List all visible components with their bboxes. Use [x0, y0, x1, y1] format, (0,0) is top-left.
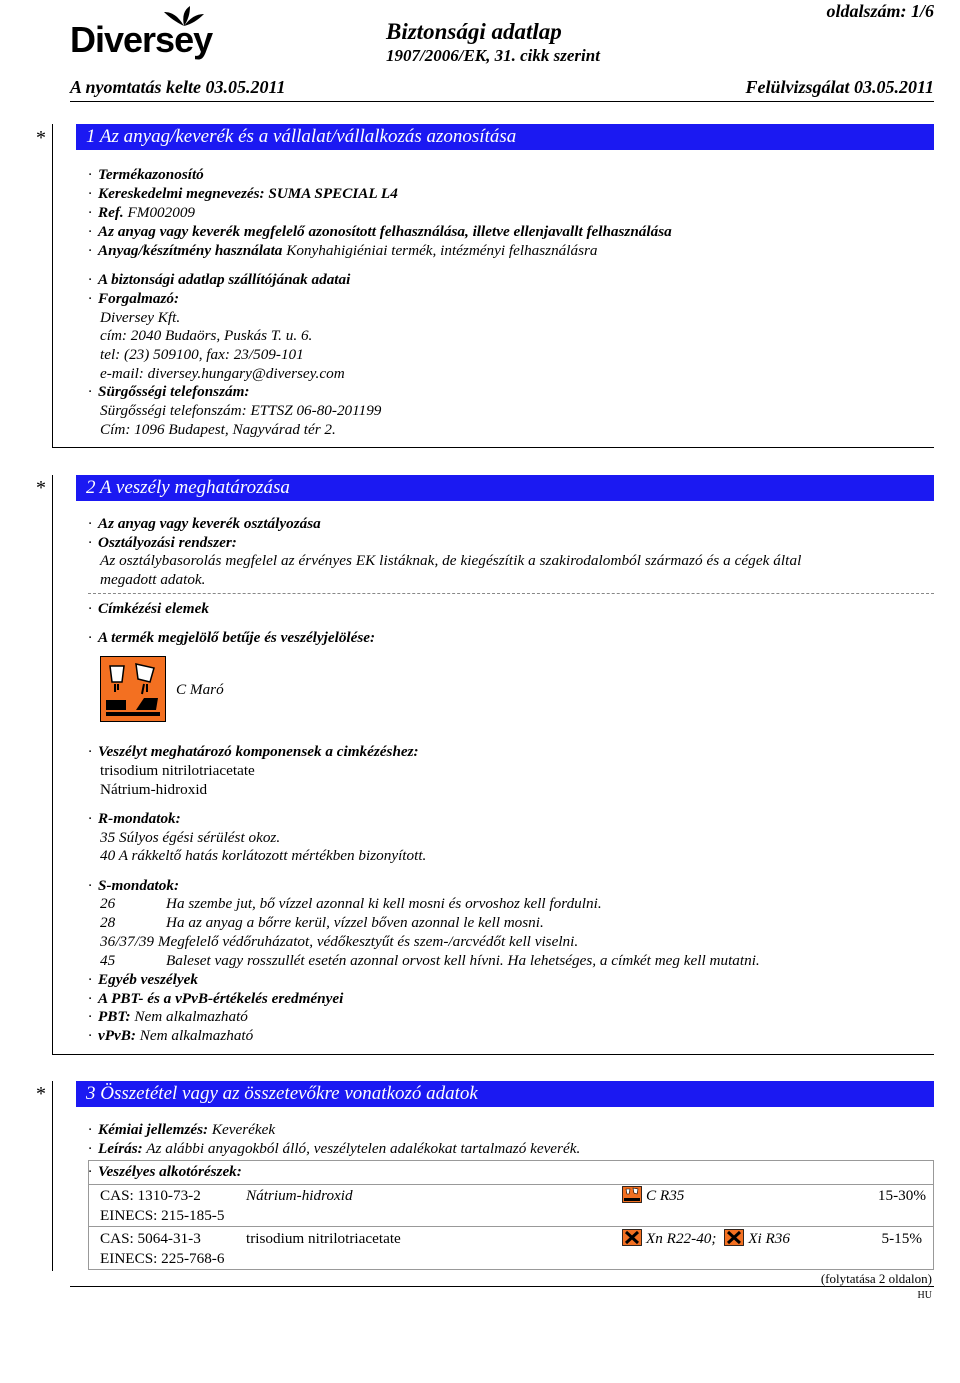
product-identifier: · Termékazonosító [88, 166, 204, 183]
supplier-address: cím: 2040 Budaörs, Puskás T. u. 6. [100, 327, 313, 344]
table-row-name: trisodium nitrilotriacetate [246, 1230, 401, 1247]
supplier-name: Diversey Kft. [100, 309, 181, 326]
document-subtitle: 1907/2006/EK, 31. cikk szerint [386, 46, 600, 65]
table-row-percent: 15-30% [877, 1187, 926, 1204]
classification-text: Az osztálybasorolás megfelel az érvényes EK listáknak, de kiegészítik a szakirodalomból származó és a cégek által [100, 552, 802, 569]
emergency-address: Cím: 1096 Budapest, Nagyvárad tér 2. [100, 421, 336, 438]
s-phrase: 36/37/39 Megfelelő védőruházatot, védőkesztyűt és szem-/arcvédőt kell viselni. [100, 933, 579, 950]
other-hazards: · Egyéb veszélyek [88, 971, 198, 988]
supplier-details: · A biztonsági adatlap szállítójának adatai [88, 271, 351, 288]
footer-divider [70, 1286, 934, 1287]
table-row-einecs: EINECS: 225-768-6 [100, 1250, 225, 1267]
page-number: oldalszám: 1/6 [826, 1, 934, 21]
supplier-email: e-mail: diversey.hungary@diversey.com [100, 365, 345, 382]
dashed-divider [88, 593, 934, 594]
distributor-label: · Forgalmazó: [88, 290, 180, 307]
description: · Leírás: Az alábbi anyagokból álló, veszélytelen adalékokat tartalmazó keverék. [88, 1140, 581, 1157]
vpvb-value: · vPvB: Nem alkalmazható [88, 1027, 254, 1044]
r-phrase: 35 Súlyos égési sérülést okoz. [100, 829, 281, 846]
chemical-characterization: · Kémiai jellemzés: Keverékek [88, 1121, 276, 1138]
table-row-percent: 5-15% [881, 1230, 922, 1247]
component-item: trisodium nitrilotriacetate [100, 762, 255, 779]
hazardous-components-label: · Veszélyes alkotórészek: [88, 1163, 242, 1180]
emergency-phone: Sürgősségi telefonszám: ETTSZ 06-80-201199 [100, 402, 382, 419]
irritant-cross-icon [724, 1229, 744, 1246]
corrosive-hazard-icon [100, 656, 166, 722]
s-phrases-label: · S-mondatok: [88, 877, 180, 894]
product-use: · Anyag/készítmény használata Konyhahigiéniai termék, intézményi felhasználásra [88, 242, 598, 259]
classification-text-cont: megadott adatok. [100, 571, 206, 588]
classification-system-label: · Osztályozási rendszer: [88, 534, 237, 551]
table-row-class: C R35 [622, 1186, 684, 1206]
r-phrases-label: · R-mondatok: [88, 810, 181, 827]
harmful-cross-icon [622, 1229, 642, 1246]
identified-uses: · Az anyag vagy keverék megfelelő azonosított felhasználása, illetve ellenjavallt felhasználása [88, 223, 672, 240]
emergency-label: · Sürgősségi telefonszám: [88, 383, 250, 400]
components-label: · Veszélyt meghatározó komponensek a cimkézéshez: [88, 743, 419, 760]
s-phrase: 26 Ha szembe jut, bő vízzel azonnal ki kell mosni és orvoshoz kell fordulni. [100, 895, 602, 912]
reference: · Ref. FM002009 [88, 204, 196, 221]
s-phrase: 45 Baleset vagy rosszullét esetén azonnal orvost kell hívni. Ha lehetséges, a címkét meg kell mutatni. [100, 952, 760, 969]
continued-note: (folytatása 2 oldalon) [820, 1271, 932, 1286]
logo-text: Diversey [70, 19, 213, 60]
label-elements: · Címkézési elemek [88, 600, 209, 617]
change-marker: * [36, 477, 46, 499]
component-item: Nátrium-hidroxid [100, 781, 208, 798]
pbt-value: · PBT: Nem alkalmazható [88, 1008, 248, 1025]
change-marker: * [36, 1083, 46, 1105]
section-2-title: 2 A veszély meghatározása [76, 475, 934, 501]
symbol-label: · A termék megjelölő betűje és veszélyjelölése: [88, 629, 376, 646]
classification-label: · Az anyag vagy keverék osztályozása [88, 515, 321, 532]
table-row-cas: CAS: 5064-31-3 [100, 1230, 201, 1247]
table-row-name: Nátrium-hidroxid [246, 1187, 353, 1204]
language-code: HU [917, 1290, 932, 1301]
s-phrase: 28 Ha az anyag a bőrre kerül, vízzel bőven azonnal le kell mosni. [100, 914, 544, 931]
table-rule [88, 1226, 934, 1227]
r-phrase: 40 A rákkeltő hatás korlátozott mértékben bizonyított. [100, 847, 427, 864]
hazard-symbol-text: C Maró [176, 681, 224, 698]
table-row-einecs: EINECS: 215-185-5 [100, 1207, 225, 1224]
header-divider [70, 101, 934, 102]
print-date: A nyomtatás kelte 03.05.2011 [70, 77, 286, 97]
section-3-title: 3 Összetétel vagy az összetevőkre vonatkozó adatok [76, 1081, 934, 1107]
table-row-class: Xn R22-40; Xi R36 [622, 1229, 790, 1249]
trade-name: · Kereskedelmi megnevezés: SUMA SPECIAL L4 [88, 185, 398, 202]
revision-date: Felülvizsgálat 03.05.2011 [745, 77, 934, 97]
pbt-results: · A PBT- és a vPvB-értékelés eredményei [88, 990, 344, 1007]
table-row-cas: CAS: 1310-73-2 [100, 1187, 201, 1204]
corrosive-hazard-icon [622, 1186, 642, 1203]
diversey-logo [70, 6, 220, 66]
table-rule [88, 1184, 934, 1185]
section-1-title: 1 Az anyag/keverék és a vállalat/vállalkozás azonosítása [76, 124, 934, 150]
document-title: Biztonsági adatlap [386, 19, 562, 44]
change-marker: * [36, 127, 46, 149]
supplier-phone: tel: (23) 509100, fax: 23/509-101 [100, 346, 304, 363]
